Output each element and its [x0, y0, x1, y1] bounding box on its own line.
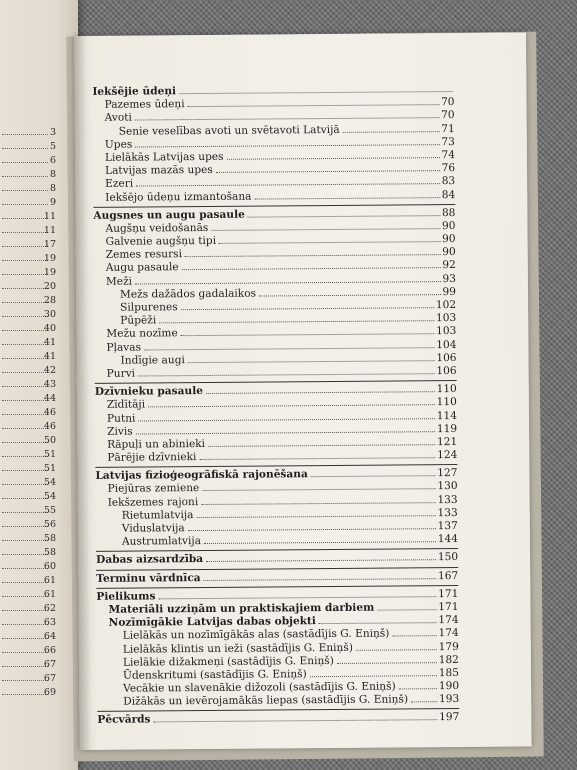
toc-entry[interactable] [93, 189, 455, 205]
toc-label: Materiāli uzziņām un praktiskajiem darbiem [108, 601, 375, 616]
left-page-leader [2, 428, 48, 429]
toc-page-number: 93 [442, 272, 456, 285]
dot-leader [148, 404, 435, 407]
left-page-number: 69 [43, 687, 56, 698]
left-page-number: 67 [43, 673, 56, 684]
toc-label: Zemes resursi [105, 248, 183, 262]
left-page-number: 28 [43, 295, 56, 306]
left-page-leader [2, 526, 48, 527]
toc-page-number: 197 [439, 711, 460, 724]
toc-page-number: 190 [438, 680, 460, 693]
toc-label: Ūdenskritumi (sastādījis G. Eniņš) [122, 668, 307, 682]
left-page-leader [2, 610, 48, 611]
dot-leader [399, 688, 437, 689]
toc-page-number: 119 [436, 422, 458, 435]
toc-page-number: 103 [435, 312, 457, 325]
dot-leader [179, 91, 452, 94]
toc-label: Galvenie augšņu tipi [105, 234, 217, 248]
left-page-number: 60 [43, 561, 56, 572]
left-page-leader [2, 456, 48, 457]
toc-label: Augu pasaule [105, 261, 179, 275]
toc-label: Senie veselības avoti un svētavoti Latvijā [118, 123, 340, 138]
toc-label: Indīgie augi [120, 353, 185, 367]
toc-entry[interactable] [96, 533, 458, 549]
left-page-number: 11 [43, 225, 56, 236]
toc-page-number: 76 [441, 162, 456, 175]
toc-label: Piejūras zemiene [107, 482, 200, 496]
left-page-number: 8 [49, 169, 56, 180]
toc-label: Iekšzemes rajoni [107, 495, 199, 509]
toc-page-number: 130 [437, 480, 458, 493]
toc-page-number: 102 [435, 299, 457, 312]
contents-page [74, 32, 532, 750]
toc-label: Lielākās Latvijas upes [104, 150, 224, 164]
toc-label: Dzīvnieku pasaule [94, 385, 203, 398]
left-page-number: 42 [43, 365, 56, 376]
left-page-leader [2, 624, 48, 625]
left-page-number: 43 [43, 379, 56, 390]
dot-leader [254, 197, 439, 199]
toc-page-number: 106 [436, 364, 457, 378]
toc-label: Dabas aizsardzība [96, 553, 204, 567]
dot-leader [196, 515, 435, 518]
left-page-leader [2, 666, 48, 667]
left-page-leader [2, 652, 48, 653]
toc-entry[interactable] [97, 693, 459, 709]
left-page-leader [2, 638, 48, 639]
toc-label: Viduslatvija [121, 522, 185, 535]
dot-leader [208, 444, 435, 447]
dot-leader [188, 528, 436, 531]
left-page-number: 67 [43, 659, 56, 670]
left-page-number: 9 [49, 197, 56, 208]
left-page-number: 46 [43, 421, 56, 432]
toc-page-number: 90 [442, 233, 456, 246]
toc-page-number: 83 [441, 175, 456, 188]
left-page-number: 61 [43, 589, 56, 600]
toc-label: Pārējie dzīvnieki [107, 451, 197, 464]
toc-page-number: 171 [438, 587, 459, 600]
dot-leader [311, 475, 435, 477]
toc-page-number: 84 [441, 188, 456, 201]
toc-label: Austrumlatvija [121, 535, 202, 548]
toc-page-number: 110 [436, 396, 457, 409]
left-page-leader [2, 302, 48, 303]
toc-label: Pēcvārds [97, 713, 151, 727]
left-page-leader [2, 218, 48, 219]
left-page-number: 54 [43, 477, 56, 488]
toc-label: Augšņu veidošanās [105, 221, 209, 235]
toc-label: Lielākie dižakmeņi (sastādījis G. Eniņš) [122, 654, 334, 669]
dot-leader [211, 228, 440, 231]
left-page-leader [2, 470, 48, 471]
toc-label: Putni [106, 412, 136, 425]
left-page-number: 19 [43, 267, 56, 278]
left-page-leader [2, 694, 48, 695]
left-page-leader [2, 596, 48, 597]
left-page-number: 61 [43, 575, 56, 586]
toc-page-number: 144 [437, 533, 459, 546]
left-page-number: 50 [43, 435, 56, 446]
toc-label: Rāpuļi un abinieki [107, 437, 206, 451]
left-page-leader [2, 190, 48, 191]
toc-section[interactable] [96, 551, 458, 567]
left-page-number: 3 [49, 127, 56, 138]
toc-label: Pļavas [106, 341, 142, 354]
left-page-leader [2, 134, 48, 135]
toc-page-number: 174 [438, 614, 459, 627]
dot-leader [158, 596, 436, 599]
toc-page-number: 70 [441, 96, 455, 109]
toc-page-number: 150 [437, 551, 459, 564]
left-page-number: 46 [43, 407, 56, 418]
left-page-leader [2, 330, 48, 331]
toc-page-number: 106 [436, 351, 457, 364]
left-page-leader [2, 568, 48, 569]
left-page-leader [2, 148, 48, 149]
toc-page-number: 92 [442, 259, 456, 272]
toc-page-number: 174 [438, 627, 459, 640]
dot-leader [219, 241, 440, 244]
toc-entry[interactable] [95, 365, 457, 381]
left-page-leader [2, 260, 48, 261]
left-page-number: 58 [43, 533, 56, 544]
left-page-leader [2, 442, 48, 443]
dot-leader [206, 560, 436, 563]
toc-label: Ezeri [105, 177, 134, 191]
toc-page-number: 71 [441, 122, 455, 135]
dot-leader [144, 347, 434, 350]
toc-label: Zīdītāji [106, 398, 146, 412]
dot-leader [135, 118, 439, 121]
left-page-leader [2, 204, 48, 205]
dot-leader [181, 334, 434, 337]
toc-page-number: 167 [437, 569, 459, 582]
dot-leader [337, 662, 437, 664]
toc-page-number: 124 [437, 449, 458, 462]
dot-leader [202, 489, 435, 492]
left-page-number: 64 [43, 631, 56, 642]
toc-label: Avoti [104, 111, 132, 125]
left-page-leader [2, 498, 48, 499]
dot-leader [181, 307, 434, 310]
left-page-leader [2, 176, 48, 177]
left-page-leader [2, 232, 48, 233]
left-page-number: 55 [43, 505, 56, 516]
toc-label: Mežu nozīme [106, 327, 178, 341]
toc-label: Meži [105, 275, 133, 288]
dot-leader [377, 609, 436, 610]
left-page-leader [2, 484, 48, 485]
toc-label: Purvi [106, 367, 136, 380]
toc-page-number: 90 [442, 246, 456, 259]
left-page-number: 11 [43, 211, 56, 222]
toc-label: Rietumlatvija [121, 508, 194, 522]
dot-leader [343, 131, 440, 133]
dot-leader [135, 281, 440, 284]
left-page-number: 41 [43, 351, 56, 362]
toc-page-number: 121 [436, 435, 458, 449]
left-page-number: 44 [43, 393, 56, 404]
left-page-leader [2, 344, 48, 345]
toc-page-number: 73 [441, 135, 455, 148]
left-page-number: 6 [49, 155, 56, 166]
toc-page-number: 133 [437, 506, 458, 519]
toc-label: Silpurenes [120, 301, 178, 314]
left-page-number: 40 [43, 323, 56, 334]
left-page-number: 58 [43, 547, 56, 558]
left-page-number: 17 [43, 239, 56, 250]
toc-page-number: 90 [441, 219, 456, 232]
dot-leader [188, 360, 434, 363]
table-of-contents [92, 83, 459, 727]
left-page-leader [2, 414, 48, 415]
left-page-leader [2, 372, 48, 373]
toc-label: Augsnes un augu pasaule [93, 208, 245, 222]
dot-leader [159, 320, 434, 323]
toc-page-number: 179 [438, 640, 459, 653]
dot-leader [154, 720, 438, 723]
dot-leader [185, 254, 440, 257]
left-page-number: 19 [43, 253, 56, 264]
toc-page-number: 133 [437, 493, 458, 506]
left-page-number: 66 [43, 645, 56, 656]
left-page-number: 62 [43, 603, 56, 614]
toc-label: Latvijas fizioģeogrāfiskā rajonēšana [95, 468, 308, 483]
toc-page-number: 110 [436, 383, 457, 396]
dot-leader [188, 104, 439, 107]
left-page-leader [2, 554, 48, 555]
dot-leader [136, 183, 439, 186]
toc-entry[interactable] [95, 449, 457, 465]
dot-leader [248, 215, 440, 218]
toc-label: Iekšējie ūdeņi [92, 85, 177, 98]
dot-leader [356, 649, 437, 651]
toc-page-number: 103 [436, 325, 457, 338]
toc-page-number: 114 [436, 409, 458, 422]
left-page-number: 5 [49, 141, 56, 152]
left-page-leader [2, 246, 48, 247]
toc-page-number: 185 [438, 666, 460, 680]
toc-label: Latvijas mazās upes [105, 164, 213, 177]
left-page-leader [2, 162, 48, 163]
toc-page-number: 88 [441, 206, 456, 219]
toc-label: Pazemes ūdeņi [104, 98, 185, 111]
left-page-leader [2, 316, 48, 317]
left-page-number: 51 [43, 463, 56, 474]
toc-page-number: 171 [438, 600, 459, 614]
toc-page-number: 74 [441, 148, 455, 162]
left-page-leader [2, 512, 48, 513]
dot-leader [201, 502, 435, 505]
toc-label: Lielākās un nozīmīgākās alas (sastādījis G. Eniņš) [122, 627, 390, 642]
toc-label: Terminu vārdnīca [96, 571, 201, 585]
toc-page-number: 127 [437, 467, 458, 480]
dot-leader [227, 157, 440, 160]
dot-leader [199, 457, 435, 460]
left-page-leader [2, 288, 48, 289]
toc-label: Nozīmīgākie Latvijas dabas objekti [108, 615, 316, 629]
left-page-number: 8 [49, 183, 56, 194]
dot-leader [310, 675, 437, 677]
toc-section[interactable] [96, 570, 458, 586]
toc-label: Lielākās klintis un ieži (sastādījis G. Eniņš) [122, 641, 353, 656]
dot-leader [204, 541, 436, 544]
toc-label: Iekšējo ūdeņu izmantošana [105, 190, 252, 204]
dot-leader [216, 170, 440, 173]
toc-label: Pielikums [96, 590, 156, 603]
toc-label: Pūpēži [120, 314, 157, 327]
toc-page-number: 70 [441, 109, 455, 122]
toc-section[interactable] [97, 711, 459, 727]
left-page-leader [2, 274, 48, 275]
left-page-number: 54 [43, 491, 56, 502]
toc-label: Mežs dažādos gadalaikos [119, 287, 257, 301]
toc-page-number: 137 [437, 520, 458, 533]
left-page-leader [2, 400, 48, 401]
dot-leader [259, 294, 441, 296]
dot-leader [135, 144, 439, 147]
toc-page-number: 99 [442, 285, 457, 298]
left-page-number: 30 [43, 309, 56, 320]
toc-page-number: 182 [438, 653, 459, 666]
left-page-number: 56 [43, 519, 56, 530]
toc-label: Dižākās un ievērojamākās liepas (sastādījis G. Eniņš) [123, 693, 409, 708]
toc-label: Vecākie un slavenākie dižozoli (sastādījis G. Eniņš) [123, 680, 396, 695]
toc-label: Upes [104, 138, 133, 151]
toc-page-number: 104 [436, 338, 457, 351]
toc-page-number: 193 [438, 693, 460, 706]
left-page-number: 20 [43, 281, 56, 292]
left-page-leader [2, 680, 48, 681]
dot-leader [411, 701, 437, 702]
dot-leader [392, 635, 436, 636]
dot-leader [182, 268, 441, 271]
dot-leader [138, 418, 434, 421]
left-page-number: 63 [43, 617, 56, 628]
left-page-leader [2, 386, 48, 387]
left-page-number: 51 [43, 449, 56, 460]
dot-leader [204, 578, 436, 581]
dot-leader [138, 373, 434, 376]
toc-label: Zivis [107, 425, 133, 438]
left-page-leader [2, 582, 48, 583]
left-page-leader [2, 358, 48, 359]
left-page-number: 41 [43, 337, 56, 348]
dot-leader [206, 391, 435, 394]
left-page-leader [2, 540, 48, 541]
dot-leader [319, 622, 436, 624]
dot-leader [136, 431, 435, 434]
